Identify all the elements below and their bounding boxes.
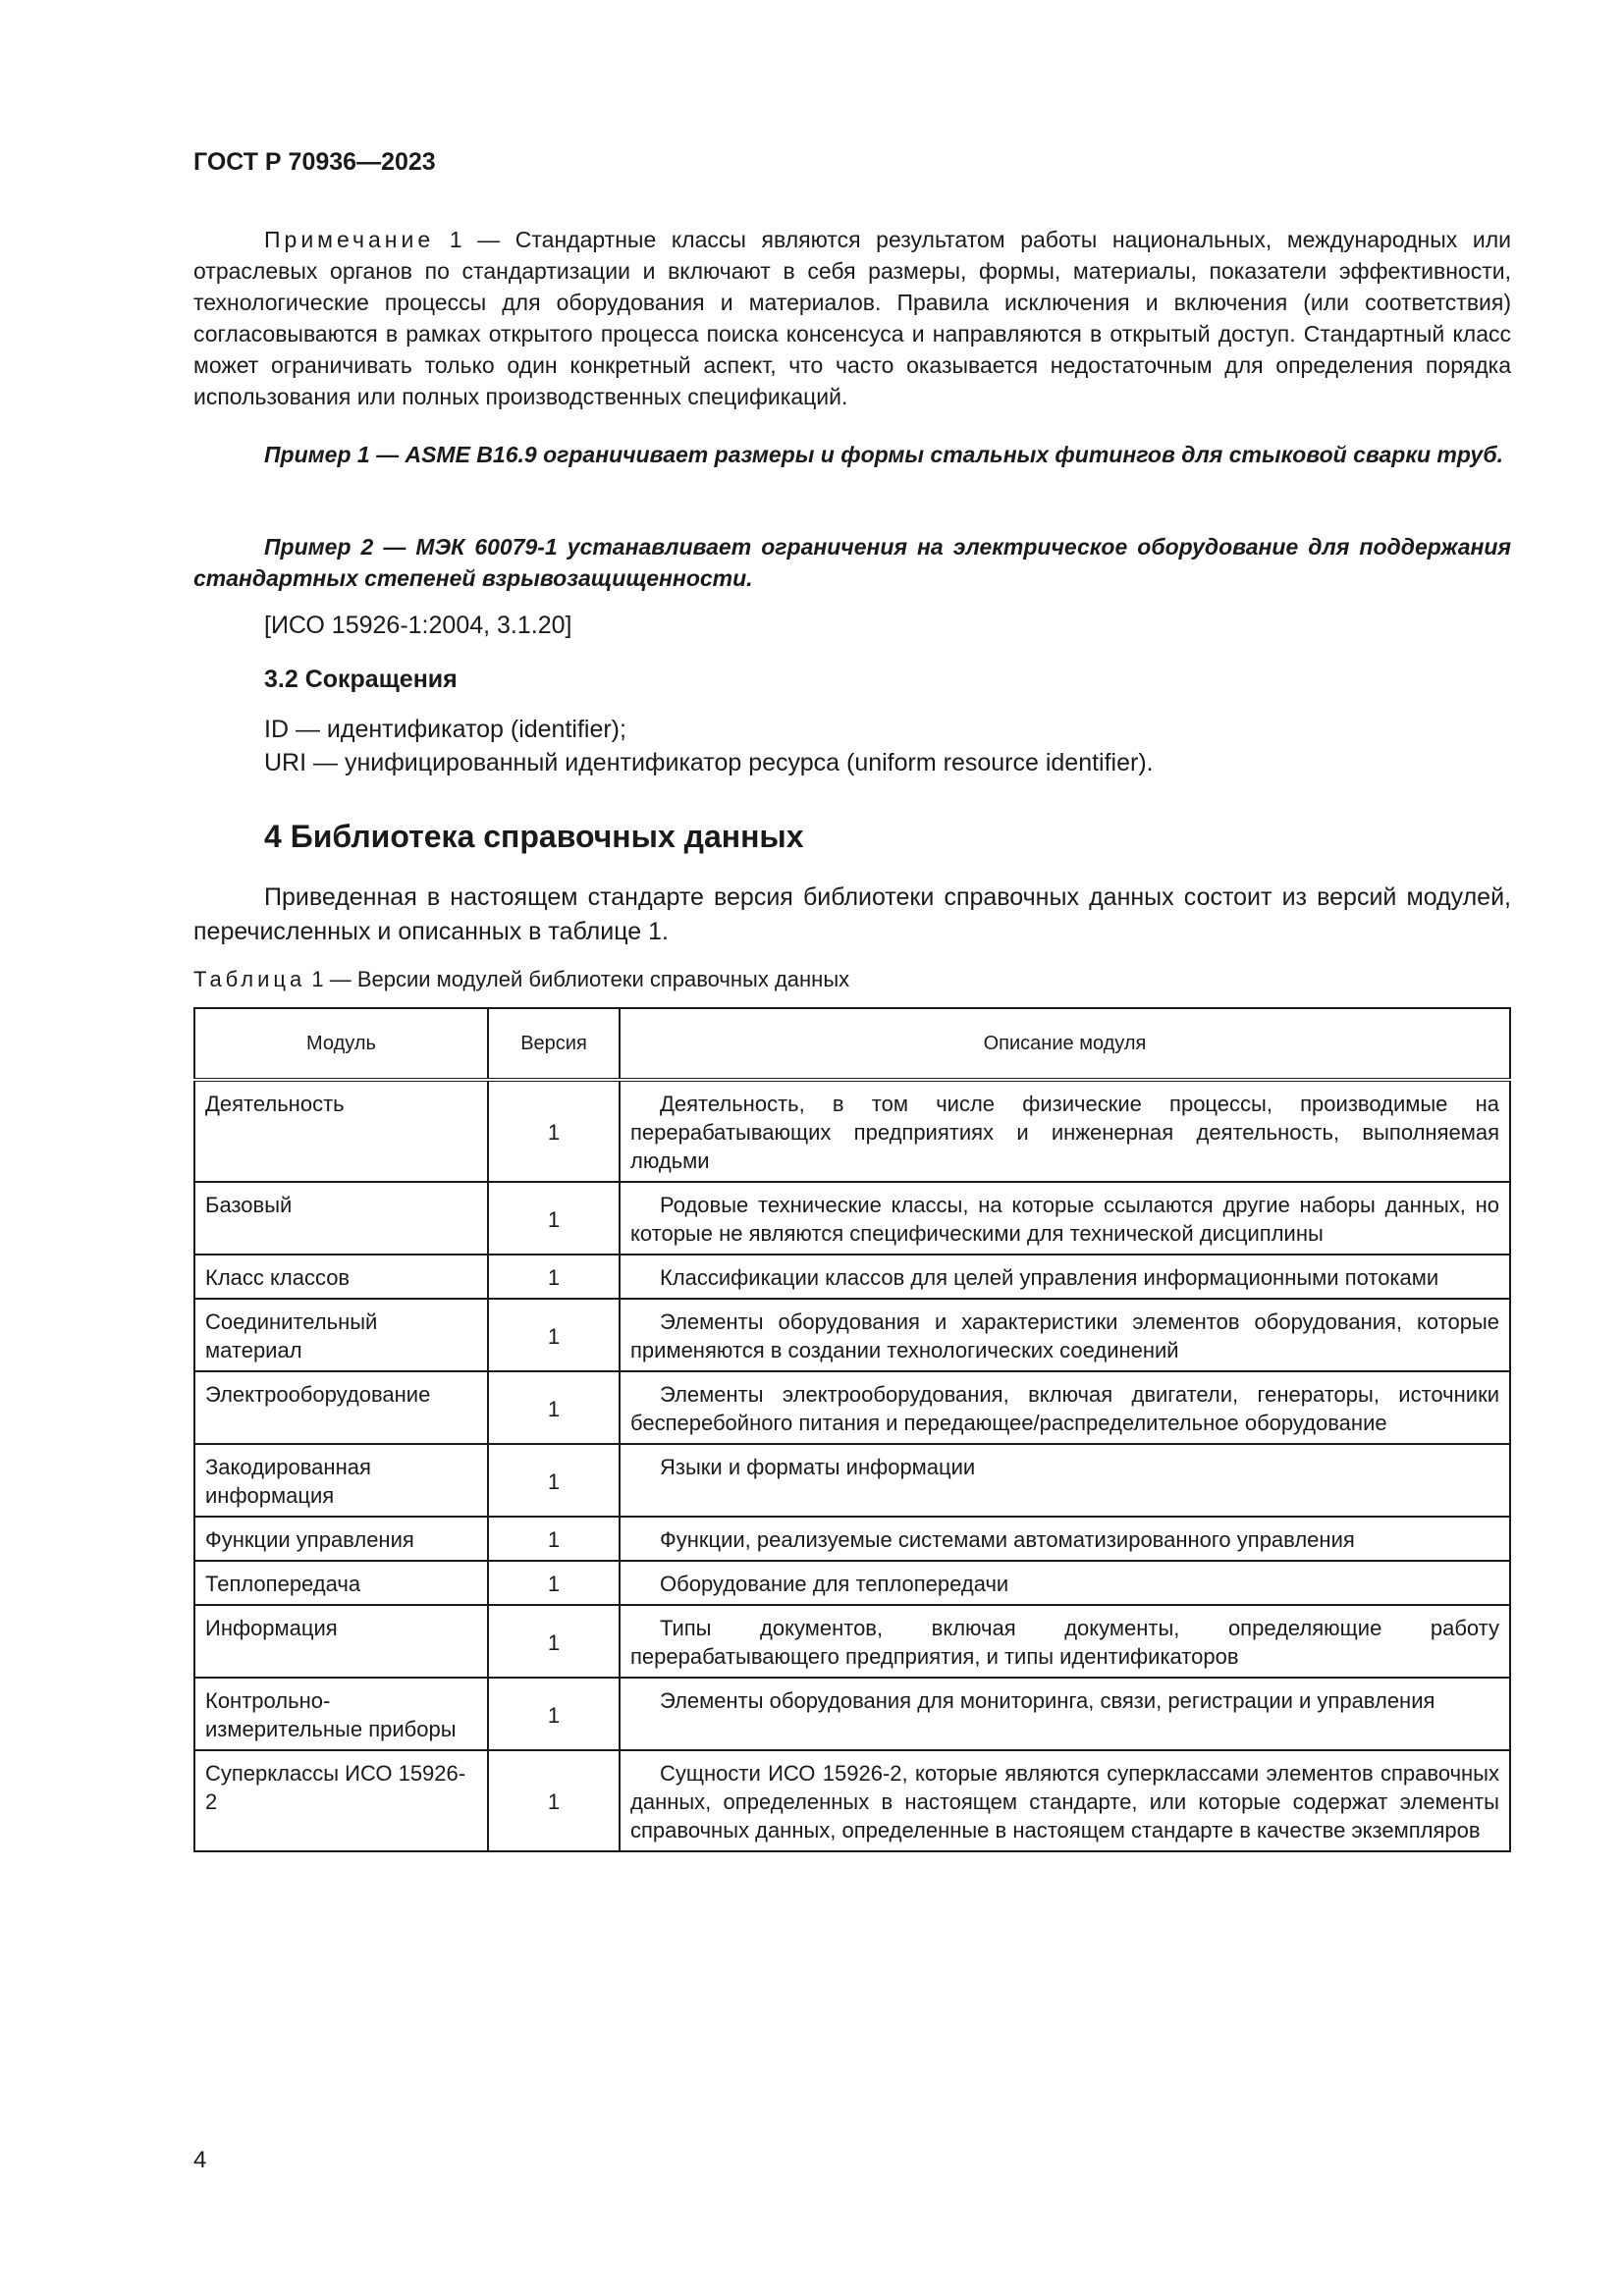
table-row xyxy=(194,1182,1510,1255)
description-cell: Деятельность, в том числе физические процессы, производимые на перерабатывающих предприятиях и инженерная деятельность, выполняемая людьми xyxy=(620,1080,1510,1182)
version-cell: 1 xyxy=(488,1678,620,1750)
module-cell: Закодированная информация xyxy=(194,1444,488,1517)
module-cell: Функции управления xyxy=(194,1517,488,1561)
description-cell: Элементы электрооборудования, включая двигатели, генераторы, источники бесперебойного питания и передающее/распределительное оборудование xyxy=(620,1371,1510,1444)
version-cell: 1 xyxy=(488,1517,620,1561)
description-cell: Оборудование для теплопередачи xyxy=(620,1561,1510,1605)
table-caption-label: Таблица xyxy=(193,967,306,991)
section-4-title: 4 Библиотека справочных данных xyxy=(264,819,804,854)
version-cell: 1 xyxy=(488,1750,620,1851)
reference: [ИСО 15926-1:2004, 3.1.20] xyxy=(264,612,572,639)
note-label: Примечание xyxy=(264,227,435,252)
header-version: Версия xyxy=(488,1008,620,1080)
table-row xyxy=(194,1517,1510,1561)
description-cell: Элементы оборудования и характеристики элементов оборудования, которые применяются в создании технологических соединений xyxy=(620,1299,1510,1371)
table-row xyxy=(194,1605,1510,1678)
module-cell: Информация xyxy=(194,1605,488,1678)
page-number: 4 xyxy=(193,2147,207,2173)
module-cell: Теплопередача xyxy=(194,1561,488,1605)
document-header: ГОСТ Р 70936—2023 xyxy=(193,148,436,176)
module-cell: Электрооборудование xyxy=(194,1371,488,1444)
table-row xyxy=(194,1444,1510,1517)
header-description: Описание модуля xyxy=(620,1008,1510,1080)
version-cell: 1 xyxy=(488,1605,620,1678)
module-cell: Контрольно-измерительные приборы xyxy=(194,1678,488,1750)
module-cell: Базовый xyxy=(194,1182,488,1255)
description-cell: Классификации классов для целей управления информационными потоками xyxy=(620,1255,1510,1299)
table-row xyxy=(194,1561,1510,1605)
module-cell: Класс классов xyxy=(194,1255,488,1299)
version-cell: 1 xyxy=(488,1561,620,1605)
version-cell: 1 xyxy=(488,1371,620,1444)
module-cell: Деятельность xyxy=(194,1080,488,1182)
example-1: Пример 1 — ASME B16.9 ограничивает размеры и формы стальных фитингов для стыковой сварки труб. xyxy=(264,442,1504,467)
section-4-text: Приведенная в настоящем стандарте версия библиотеки справочных данных состоит из версий модулей, перечисленных и описанных в таблице 1. xyxy=(193,883,1511,945)
modules-table xyxy=(193,1007,1511,1852)
table-row xyxy=(194,1080,1510,1182)
note-paragraph xyxy=(193,224,1511,412)
module-cell: Соединительный материал xyxy=(194,1299,488,1371)
module-cell: Суперклассы ИСО 15926-2 xyxy=(194,1750,488,1851)
section-3-2-title: 3.2 Сокращения xyxy=(264,666,458,693)
table-row xyxy=(194,1371,1510,1444)
description-cell: Родовые технические классы, на которые ссылаются другие наборы данных, но которые не являются специфическими для технической дисциплины xyxy=(620,1182,1510,1255)
version-cell: 1 xyxy=(488,1182,620,1255)
description-cell: Типы документов, включая документы, определяющие работу перерабатывающего предприятия, и типы идентификаторов xyxy=(620,1605,1510,1678)
description-cell: Элементы оборудования для мониторинга, связи, регистрации и управления xyxy=(620,1678,1510,1750)
table-header-row xyxy=(194,1008,1510,1080)
version-cell: 1 xyxy=(488,1080,620,1182)
table-row xyxy=(194,1750,1510,1851)
version-cell: 1 xyxy=(488,1444,620,1517)
table-caption-text: 1 — Версии модулей библиотеки справочных данных xyxy=(305,967,850,991)
description-cell: Функции, реализуемые системами автоматизированного управления xyxy=(620,1517,1510,1561)
description-cell: Сущности ИСО 15926-2, которые являются суперклассами элементов справочных данных, определенных в настоящем стандарте, или которые содержат элементы справочных данных, определенные в настоящем стандарте в качестве экземпляров xyxy=(620,1750,1510,1851)
table-row xyxy=(194,1255,1510,1299)
description-cell: Языки и форматы информации xyxy=(620,1444,1510,1517)
table-row xyxy=(194,1299,1510,1371)
table-body xyxy=(194,1080,1510,1851)
note-text: 1 — Стандартные классы являются результатом работы национальных, международных или отраслевых органов по стандартизации и включают в себя размеры, формы, материалы, показатели эффективности, технологические процессы для оборудования и материалов. Правила исключения и включения (или соответствия) согласовываются в рамках открытого процесса поиска консенсуса и направляются в открытый доступ. Стандартный класс может ограничивать только один конкретный аспект, что часто оказывается недостаточным для определения порядка использования или полных производственных спецификаций. xyxy=(193,227,1511,409)
table-row xyxy=(194,1678,1510,1750)
table-caption xyxy=(193,967,849,992)
version-cell: 1 xyxy=(488,1255,620,1299)
abbreviation-item: URI — унифицированный идентификатор ресурса (uniform resource identifier). xyxy=(264,749,1154,776)
example-2: Пример 2 — МЭК 60079-1 устанавливает ограничения на электрическое оборудование для поддержания стандартных степеней взрывозащищенности. xyxy=(193,534,1511,591)
version-cell: 1 xyxy=(488,1299,620,1371)
abbreviation-item: ID — идентификатор (identifier); xyxy=(264,716,626,743)
header-module: Модуль xyxy=(194,1008,488,1080)
